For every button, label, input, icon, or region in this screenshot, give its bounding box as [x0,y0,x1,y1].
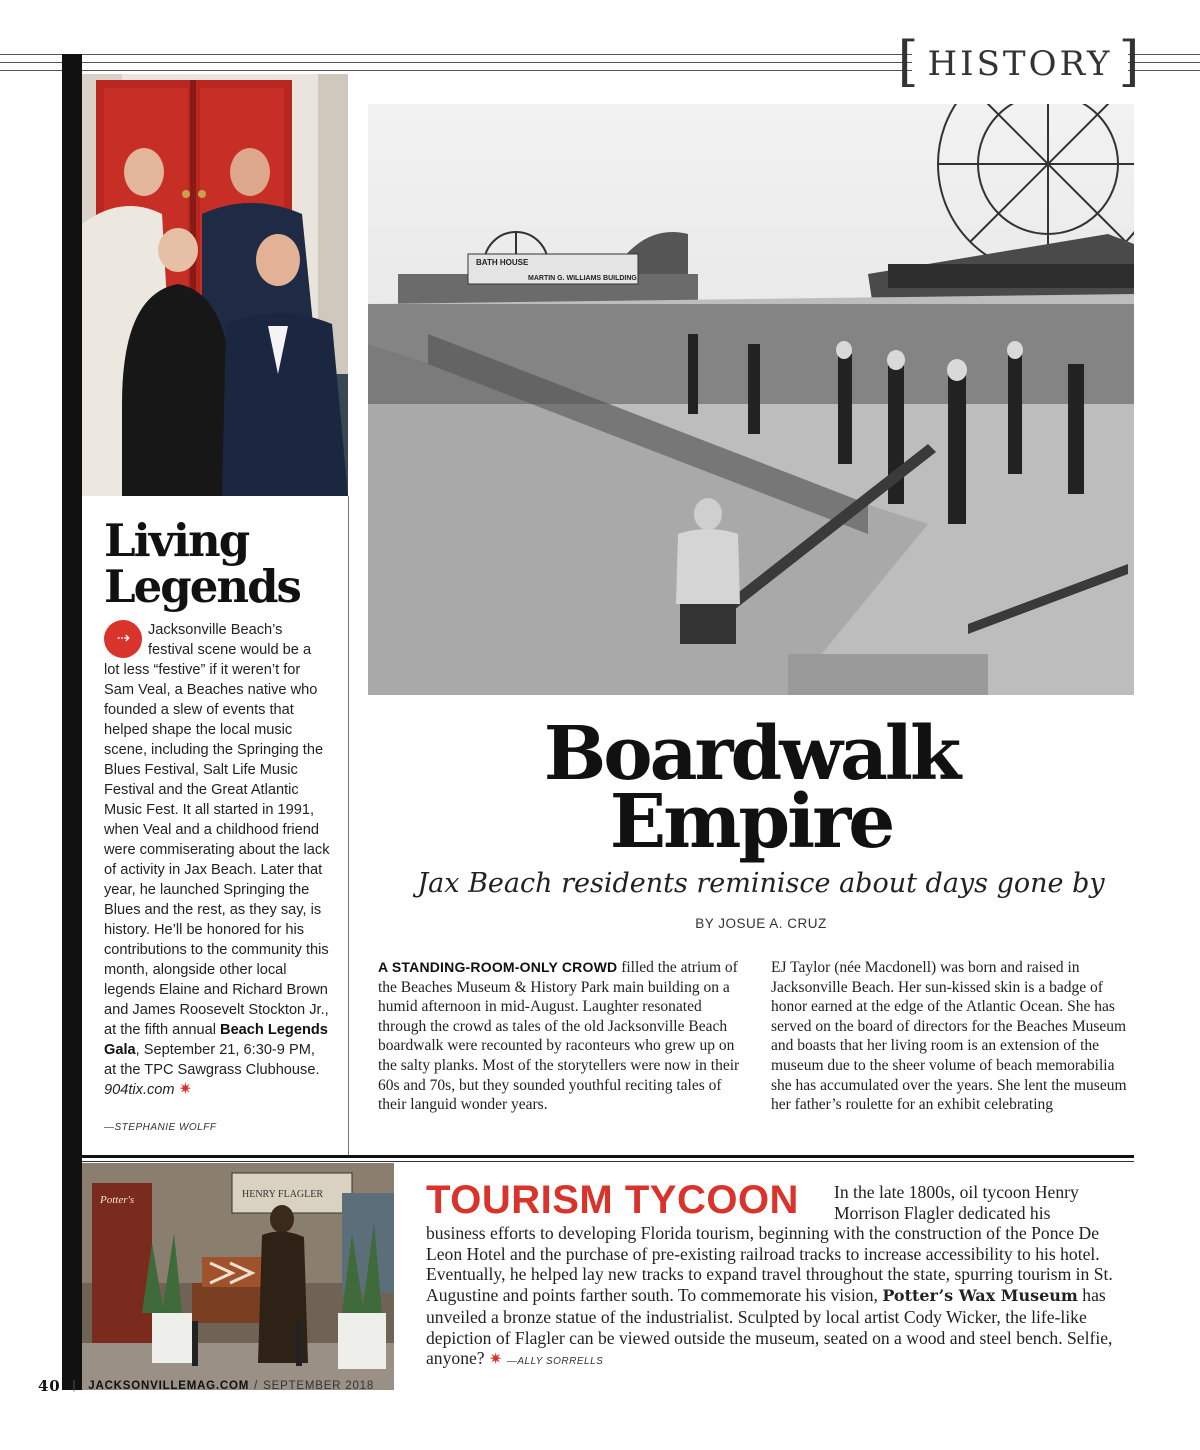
sidebar-credit: —STEPHANIE WOLFF [104,1122,217,1133]
tycoon-credit: —ALLY SORRELLS [506,1356,604,1368]
ticket-link[interactable]: 904tix.com [104,1082,175,1098]
flagler-sign: HENRY FLAGLER [242,1189,324,1200]
article-column-2 [771,958,1133,1115]
column-divider [348,496,349,1156]
bracket-close: ] [1118,30,1143,93]
sidebar-title [104,514,344,613]
building-sign: MARTIN G. WILLIAMS BUILDING [528,275,637,282]
sidebar-text-1: Jacksonville Beach’s festival scene would be a lot less “festive” if it weren’t for Sam Veal, a Beaches native who founded a slew of events that helped shape the local music scene, including the Springing the Blues Festival, Salt Life Music Festival and the Great Atlantic Music Fest. It all started in 1991, when Veal and a childhood friend were commiserating about the lack of activity in Jax Beach. Later that year, he launched Springing the Blues and the rest, as they say, is history. He’ll be honored for his contributions to the community this month, alongside other local legends Elaine and Richard Brown and James Roosevelt Stockton Jr., at the fifth annual [104,622,330,1038]
tycoon-body-2: has unveiled a bronze statue of the industrialist. Sculpted by local artist Cody Wicker, the life-like depiction of Flagler can be viewed outside the museum, seated on a wood and steel bench. Selfie, anyone? [426,1285,1113,1369]
arrow-right-icon: ⇢ [104,620,142,658]
flagler-statue-photo [82,1163,394,1390]
footer-site[interactable]: JACKSONVILLEMAG.COM [88,1380,250,1392]
living-legends-photo [82,74,348,496]
tycoon-body [426,1223,1134,1373]
section-tag [897,30,1143,93]
article-column-1-text: filled the atrium of the Beaches Museum & History Park main building on a humid afternoon in mid-August. Laughter resonated through the crowd as tales of the old Jacksonville Beach boardwalk were recounted by raconteurs who grew up on the salty planks. Most of the storytellers were now in their 60s and 70s, but they sounded youthful reciting tales of their languid wonder years. [378,959,740,1114]
tycoon-body-1: business efforts to developing Florida tourism, beginning with the construction of the Ponce De Leon Hotel and the purchase of pre-existing railroad tracks to increase accessibility to his hotel. Eventually, he helped lay new tracks to expand travel throughout the state, spurring tourism in St. Augustine and points farther south. To commemorate his vision, [426,1223,1113,1306]
article-lead-in: A STANDING-ROOM-ONLY CROWD [378,959,618,975]
bracket-open: [ [897,30,922,93]
event-name: Beach Legends Gala [104,1022,328,1058]
boardwalk-photo [368,104,1134,695]
museum-name: Potter’s Wax Museum [882,1286,1078,1306]
sidebar-title-line1: Living [104,514,249,567]
article-headline [368,711,1134,865]
end-mark-icon-2: ✷ [489,1351,503,1369]
article-column-1 [378,958,740,1115]
end-mark-icon: ✷ [178,1081,193,1098]
tycoon-first-lines: In the late 1800s, oil tycoon Henry Morrison Flagler dedicated his [834,1182,1079,1223]
left-black-bar [62,54,82,1390]
section-separator-thin [82,1161,1134,1162]
section-label: HISTORY [927,44,1113,84]
tycoon-title: TOURISM TYCOON [426,1178,799,1222]
article-byline: BY JOSUE A. CRUZ [695,916,827,931]
sidebar-body [104,620,330,1100]
page-footer [38,1376,374,1396]
footer-issue: SEPTEMBER 2018 [263,1380,375,1392]
article-column-2-text: EJ Taylor (née Macdonell) was born and raised in Jacksonville Beach. Her sun-kissed skin is a badge of honor earned at the edge of the Atlantic Ocean. She has served on the board of directors for the Beaches Museum and boasts that her living room is an extension of the museum due to the sheer volume of beach memorabilia she has accumulated over the years. She lent the museum her father’s roulette for an exhibit celebrating [771,959,1127,1114]
bath-house-sign: BATH HOUSE [476,258,529,267]
headline-line1: Boardwalk [543,711,959,797]
headline-line2: Empire [609,779,893,865]
page-number: 40 [38,1377,61,1395]
article-subhead: Jax Beach residents reminisce about days gone by [417,868,1105,899]
sidebar-text-2: , September 21, 6:30-9 PM, at the TPC Sawgrass Clubhouse. [104,1042,320,1078]
sidebar-title-line2: Legends [104,560,300,613]
footer-slash: / [254,1380,259,1392]
section-separator [62,1155,1134,1158]
potters-sign: Potter's [100,1194,135,1206]
footer-divider: | [72,1380,77,1392]
